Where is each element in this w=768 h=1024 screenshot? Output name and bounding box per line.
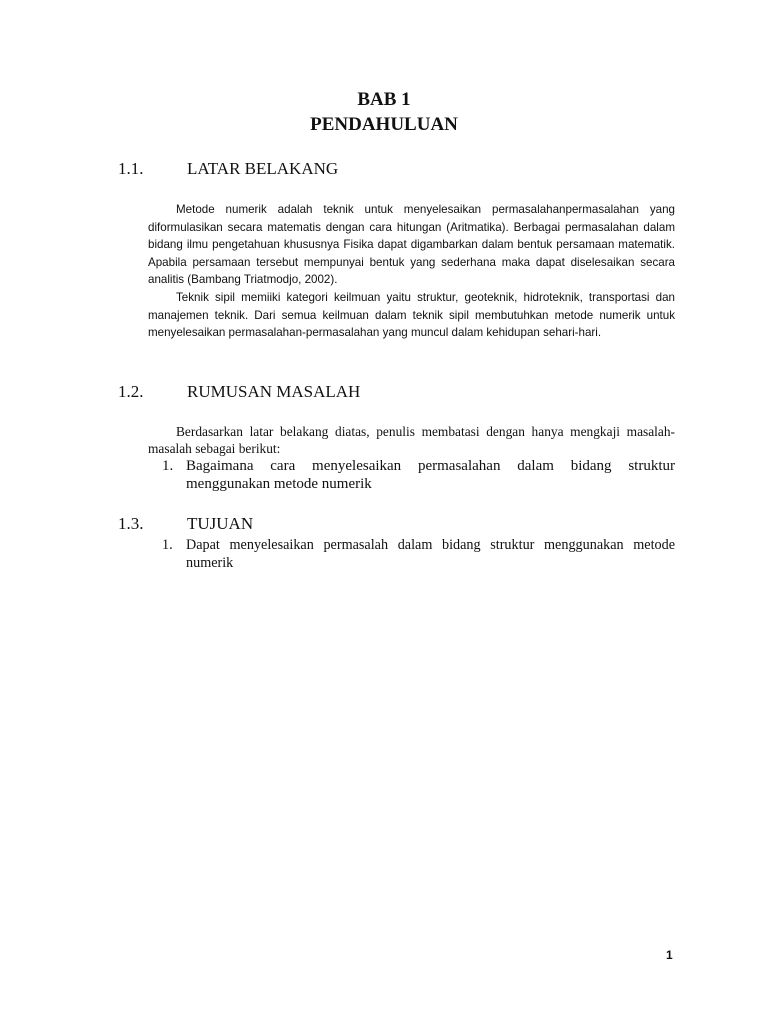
list-item-text: Bagaimana cara menyelesaikan permasalahan dalam bidang struktur menggunakan metode numerik: [186, 458, 675, 492]
page-number: 1: [666, 948, 673, 962]
section-number: 1.3.: [118, 514, 144, 533]
list-item-number: 1.: [162, 458, 174, 474]
section-title: LATAR BELAKANG: [187, 159, 339, 178]
numbered-list: [148, 536, 675, 572]
paragraph: Berdasarkan latar belakang diatas, penulis membatasi dengan hanya mengkaji masalah-masalah sebagai berikut:: [148, 424, 675, 456]
section-body: [148, 423, 675, 457]
list-item-number: 1.: [162, 537, 173, 553]
section-title: TUJUAN: [187, 514, 254, 533]
list-item: [148, 457, 675, 493]
chapter-title: PENDAHULUAN: [310, 114, 458, 135]
section-number: 1.1.: [118, 159, 144, 178]
list-item-text: Dapat menyelesaikan permasalah dalam bidang struktur menggunakan metode numerik: [186, 537, 675, 571]
chapter-number: BAB 1: [357, 89, 411, 110]
numbered-list: [148, 457, 675, 493]
section-number: 1.2.: [118, 382, 144, 401]
section-body: [148, 201, 675, 342]
list-item: [148, 536, 675, 572]
section-title: RUMUSAN MASALAH: [187, 382, 361, 401]
paragraph: Teknik sipil memiiki kategori keilmuan yaitu struktur, geoteknik, hidroteknik, transportasi dan manajemen teknik. Dari semua keilmuan dalam teknik sipil membutuhkan metode numerik untuk menyelesaikan permasalahan-permasalahan yang muncul dalam kehidupan sehari-hari.: [148, 290, 675, 340]
paragraph: Metode numerik adalah teknik untuk menyelesaikan permasalahanpermasalahan yang diformulasikan secara matematis dengan cara hitungan (Aritmatika). Berbagai permasalahan dalam bidang ilmu pengetahuan khususnya Fisika dapat digambarkan dalam bentuk persamaan matematik. Apabila persamaan tersebut mempunyai bentuk yang sederhana maka dapat diselesaikan secara analitis (Bambang Triatmodjo, 2002).: [148, 203, 675, 287]
